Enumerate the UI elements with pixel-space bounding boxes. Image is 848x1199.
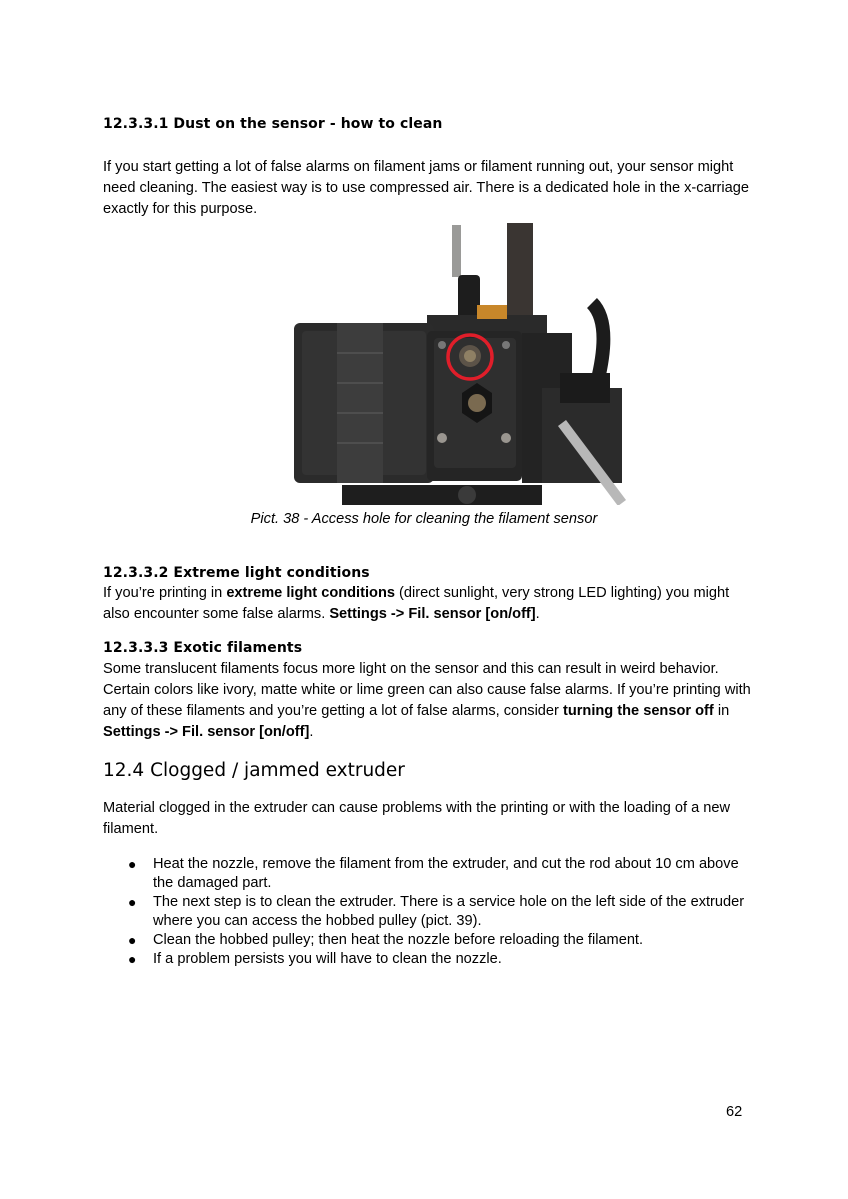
bullet-dot: ● — [128, 932, 137, 948]
extruder-photo — [292, 223, 626, 505]
list-item-text: Heat the nozzle, remove the filament from the extruder, and cut the rod about 10 cm above the damaged part. — [153, 856, 739, 891]
list-item — [103, 893, 753, 931]
list-item — [103, 950, 753, 969]
extruder-illustration — [292, 223, 626, 505]
section-heading-light: 12.3.3.2 Extreme light conditions — [103, 565, 370, 581]
paragraph-clogged: Material clogged in the extruder can cause problems with the printing or with the loading of a new filament. — [103, 800, 731, 837]
bullet-dot: ● — [128, 951, 137, 967]
bold-span: Settings -> Fil. sensor [on/off] — [103, 724, 310, 740]
bold-span: extreme light conditions — [226, 585, 395, 601]
list-item — [103, 855, 753, 893]
bullet-dot: ● — [128, 894, 137, 910]
figure-caption: Pict. 38 - Access hole for cleaning the filament sensor — [250, 511, 598, 527]
list-item-text: Clean the hobbed pulley; then heat the nozzle before reloading the filament. — [153, 932, 644, 948]
text-span: If you’re printing in — [103, 585, 227, 601]
bullet-dot: ● — [128, 856, 137, 872]
page-number: 62 — [726, 1104, 743, 1120]
list-item — [103, 931, 753, 950]
bold-span: turning the sensor off — [562, 703, 714, 719]
paragraph-light — [103, 583, 753, 625]
text-span: in — [713, 703, 730, 719]
bullet-list — [103, 855, 753, 969]
list-item-text: If a problem persists you will have to clean the nozzle. — [153, 951, 502, 967]
bold-span: Settings -> Fil. sensor [on/off] — [329, 606, 536, 622]
section-heading-exotic: 12.3.3.3 Exotic filaments — [103, 640, 303, 656]
paragraph-exotic — [103, 659, 753, 743]
text-span: . — [309, 724, 314, 740]
text-span: Some translucent filaments focus more light on the sensor and this can result in weird behavior. Certain colors like ivory, matte white or lime green can also cause false alarms. If you’re printing with any of these filaments and you’re getting a lot of false alarms, consider — [103, 661, 751, 719]
section-heading-dust: 12.3.3.1 Dust on the sensor - how to clean — [103, 116, 443, 132]
section-heading-clogged: 12.4 Clogged / jammed extruder — [103, 760, 405, 781]
paragraph-dust: If you start getting a lot of false alarms on filament jams or filament running out, your sensor might need cleaning. The easiest way is to use compressed air. There is a dedicated hole in the x-carriage exactly for this purpose. — [103, 159, 750, 217]
text-span: (direct sunlight, very strong LED lighting) you might also encounter some false alarms. — [103, 585, 730, 622]
list-item-text: The next step is to clean the extruder. There is a service hole on the left side of the extruder where you can access the hobbed pulley (pict. 39). — [153, 894, 745, 929]
text-span: . — [535, 606, 540, 622]
